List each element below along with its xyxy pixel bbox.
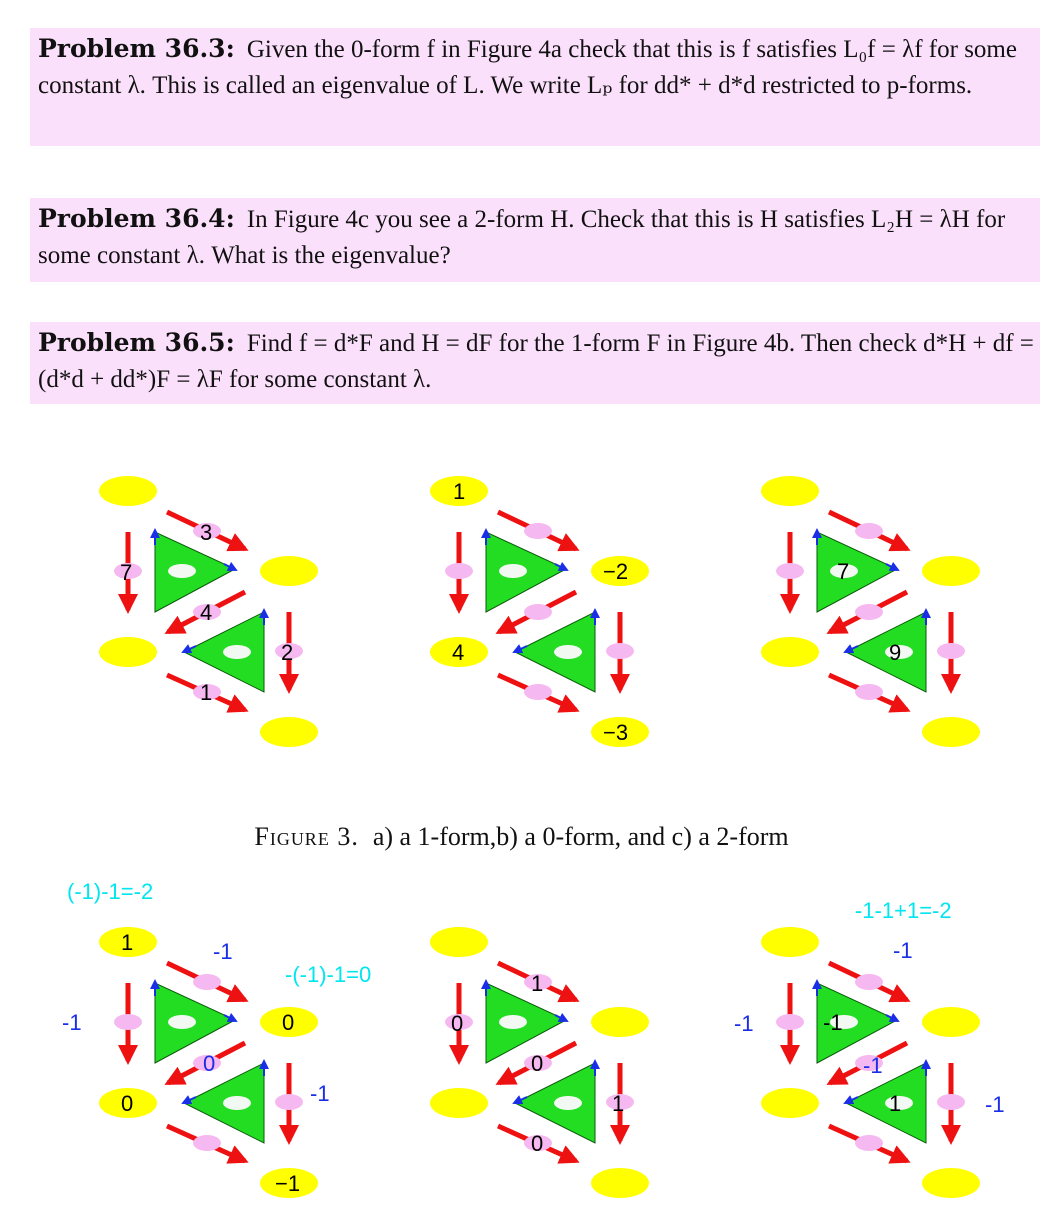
- edge-label: -1: [985, 1092, 1005, 1117]
- edge-label: -1: [62, 1010, 82, 1035]
- annotation: (-1)-1=-2: [67, 879, 154, 904]
- edge-label: 3: [200, 520, 213, 545]
- annotation: -(-1)-1=0: [285, 962, 372, 987]
- problem-text: Find f = d*F and H = dF for the 1-form F in Figure 4b. Then check d*H + df = (d*d + dd*)F = λF for some constant λ.: [38, 330, 1034, 393]
- edge-label: 4: [200, 600, 213, 625]
- problem-text: Given the 0-form f in Figure 4a check that this is f satisfies L₀f = λf for some constant λ. This is called an eigenvalue of L. We write Lₚ for dd* + d*d restricted to p-forms.: [38, 36, 1017, 99]
- face-label: 9: [889, 640, 902, 665]
- edge-label: 1: [612, 1091, 625, 1116]
- problem-text: In Figure 4c you see a 2-form H. Check that this is H satisfies L₂H = λH for some constant λ. What is the eigenvalue?: [38, 206, 1006, 269]
- vertex-label: 4: [452, 640, 465, 665]
- edge-label: -1: [213, 939, 233, 964]
- edge-label: -1: [863, 1053, 883, 1078]
- vertex-label: 1: [453, 479, 466, 504]
- fig4c: [734, 898, 1005, 1198]
- edge-label: -1: [893, 938, 913, 963]
- caption-text: a) a 1-form,b) a 0-form, and c) a 2-form: [372, 822, 789, 851]
- vertex-label: −2: [603, 559, 629, 584]
- problem-title: Problem 36.3:: [38, 34, 235, 63]
- problem-title: Problem 36.4:: [38, 204, 235, 233]
- edge-label: -1: [734, 1011, 754, 1036]
- edge-label: 1: [531, 971, 544, 996]
- caption-label: Figure 3.: [254, 822, 359, 851]
- face-label: 1: [889, 1091, 902, 1116]
- vertex-label: −1: [275, 1171, 301, 1196]
- edge-label: 7: [120, 560, 133, 585]
- fig4b: [430, 927, 649, 1198]
- edge-label: -1: [310, 1081, 330, 1106]
- vertex-label: −3: [603, 720, 629, 745]
- edge-label: 0: [531, 1131, 544, 1156]
- fig4a: [62, 879, 371, 1198]
- problem-title: Problem 36.5:: [38, 328, 235, 357]
- face-label: -1: [823, 1010, 843, 1035]
- vertex-label: 1: [121, 930, 134, 955]
- edge-label: 0: [451, 1011, 464, 1036]
- figure-4-diagrams: [0, 451, 1043, 1232]
- edge-label: 2: [281, 640, 294, 665]
- face-label: 7: [837, 559, 850, 584]
- annotation: -1-1+1=-2: [855, 898, 952, 923]
- edge-label: 0: [531, 1051, 544, 1076]
- vertex-label: 0: [121, 1091, 134, 1116]
- edge-label: 0: [203, 1051, 216, 1076]
- edge-label: 1: [200, 680, 213, 705]
- vertex-label: 0: [282, 1010, 295, 1035]
